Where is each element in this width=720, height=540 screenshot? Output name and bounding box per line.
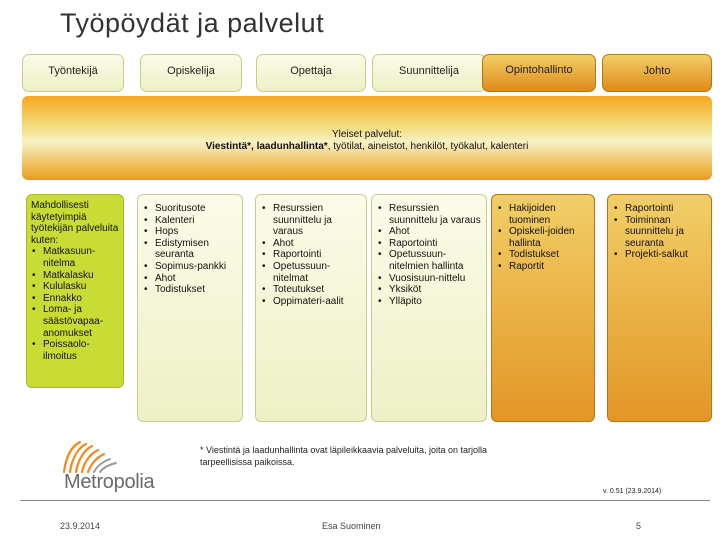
list-item: • Kululasku — [31, 281, 119, 293]
version-label: v. 0.51 (23.9.2014) — [603, 488, 662, 495]
list-item: • Ylläpito — [377, 296, 481, 308]
list-item: • Edistymisen seuranta — [143, 238, 237, 261]
list-item: • Hops — [143, 226, 237, 238]
service-list — [143, 203, 237, 296]
column-suunnittelija — [371, 194, 487, 422]
list-item: • Yksiköt — [377, 284, 481, 296]
header-opiskelija: Opiskelija — [140, 54, 242, 92]
footnote: * Viestintä ja laadunhallinta ovat läpileikkaavia palveluita, joita on tarjolla tarpeellisissa paikoissa. — [200, 445, 488, 467]
list-item: • Ahot — [377, 226, 481, 238]
footer-author: Esa Suominen — [322, 521, 381, 531]
column-intro: Mahdollisesti käytetyimpiä työtekijän palveluita kuten: — [31, 200, 119, 246]
list-item: • Toteutukset — [261, 284, 361, 296]
common-services-band — [22, 96, 712, 180]
column-opettaja — [255, 194, 367, 422]
list-item: • Ahot — [261, 238, 361, 250]
list-item: • Raportointi — [613, 203, 706, 215]
list-item: • Loma- ja säästövapaa-anomukset — [31, 304, 119, 339]
list-item: • Kalenteri — [143, 215, 237, 227]
header-johto: Johto — [602, 54, 712, 92]
footer-date: 23.9.2014 — [60, 521, 101, 531]
logo-text: Metropolia — [64, 471, 155, 493]
list-item: • Raportit — [497, 261, 589, 273]
list-item: • Raportointi — [377, 238, 481, 250]
list-item: • Todistukset — [143, 284, 237, 296]
column-opintohallinto — [491, 194, 595, 422]
list-item: • Resurssien suunnittelu ja varaus — [261, 203, 361, 238]
list-item: • Ahot — [143, 273, 237, 285]
footer-divider — [20, 500, 710, 501]
footer-page-number: 5 — [636, 521, 642, 531]
metropolia-logo-icon — [58, 438, 122, 474]
service-list — [261, 203, 361, 307]
list-item: • Suoritusote — [143, 203, 237, 215]
column-johto — [607, 194, 712, 422]
list-item: • Todistukset — [497, 249, 589, 261]
list-item: • Opetussuun-nitelmien hallinta — [377, 249, 481, 272]
list-item: • Matkasuun-nitelma — [31, 246, 119, 269]
service-list — [377, 203, 481, 307]
list-item: • Sopimus-pankki — [143, 261, 237, 273]
list-item: • Poissaolo-ilmoitus — [31, 339, 119, 362]
header-opintohallinto: Opintohallinto — [482, 54, 596, 92]
header-tyontekija: Työntekijä — [22, 54, 124, 92]
service-list — [31, 246, 119, 362]
list-item: • Oppimateri-aalit — [261, 296, 361, 308]
service-list — [613, 203, 706, 261]
header-opettaja: Opettaja — [256, 54, 366, 92]
page-title: Työpöydät ja palvelut — [60, 8, 325, 38]
list-item: • Raportointi — [261, 249, 361, 261]
column-opiskelija — [137, 194, 243, 422]
service-list — [497, 203, 589, 273]
list-item: • Toiminnan suunnittelu ja seuranta — [613, 215, 706, 250]
list-item: • Opetussuun-nitelmat — [261, 261, 361, 284]
list-item: • Hakijoiden tuominen — [497, 203, 589, 226]
list-item: • Resurssien suunnittelu ja varaus — [377, 203, 481, 226]
common-services-bold: Viestintä*, laadunhallinta* — [205, 141, 328, 152]
list-item: • Ennakko — [31, 293, 119, 305]
header-suunnittelija: Suunnittelija — [372, 54, 486, 92]
common-services-list — [22, 141, 712, 153]
common-services-rest: , työtilat, aineistot, henkilöt, työkalut, kalenteri — [327, 141, 529, 152]
list-item: • Opiskeli-joiden hallinta — [497, 226, 589, 249]
common-services-text — [22, 129, 712, 153]
list-item: • Vuosisuun-nittelu — [377, 273, 481, 285]
common-services-label: Yleiset palvelut: — [331, 129, 403, 140]
list-item: • Projekti-salkut — [613, 249, 706, 261]
column-tyontekija — [26, 194, 124, 388]
list-item: • Matkalasku — [31, 270, 119, 282]
